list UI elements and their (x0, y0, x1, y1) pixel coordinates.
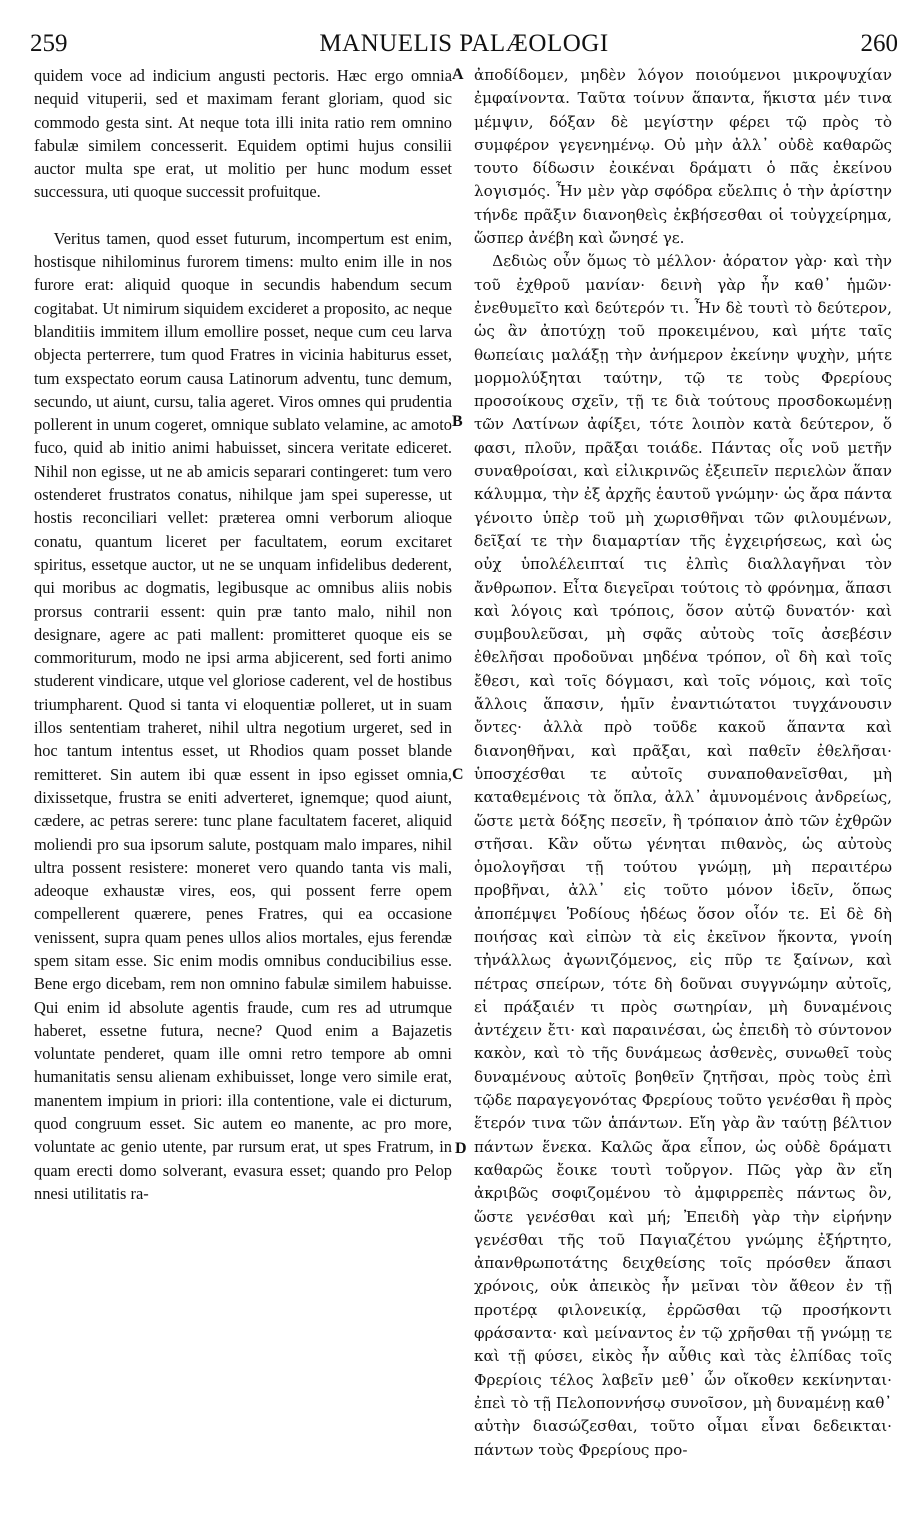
greek-paragraph-2: Δεδιὼς οὖν ὅμως τὸ μέλλον· ἀόρατον γὰρ· καὶ τὴν τοῦ ἐχθροῦ μανίαν· δεινὴ γὰρ ἦν καθ᾽ ἡμῶν· ἐνεθυμεῖτο καὶ δεύτερόν τι. Ἦν δὲ τουτὶ τὸ δεύτερον, ὡς ἂν ἀποτύχῃ τοῦ προκειμένου, καὶ μήτε ταῖς θωπείαις μαλάξῃ τὴν ἀνήμερον ἐκείνην ψυχὴν, μήτε μορμολύξηται ταύτην, τῷ τε τοὺς Φρερίους προσοίκους σχεῖν, τῇ τε διὰ τούτους προσδοκωμένῃ τῶν Λατίνων ἀφίξει, τότε λοιπὸν κατὰ δεύτερον, ὅ φασι, πλοῦν, πρᾶξαι τοιάδε. Πάντας οἷς νοῦ μετῆν συναθροίσαι, καὶ εἰλικρινῶς ἐξειπεῖν περιελὼν ἅπαν κάλυμμα, τὴν ἐξ ἀρχῆς ἑαυτοῦ γνώμην· ὡς ἄρα πάντα γένοιτο ὑπὲρ τοῦ μὴ χωρισθῆναι τῶν φιλουμένων, δεῖξαί τε τὴν διαμαρτίαν τῆς ἐγχειρήσεως, καὶ ὡς οὐχ ὑπολέλειπταί τις ἐλπὶς διαλλαγῆναι τὸν ἄνθρωπον. Εἶτα διεγεῖραι τούτοις τὸ φρόνημα, ἅπασι καὶ λόγοις καὶ τρόποις, ὅσον αὐτῷ δυνατόν· καὶ συμβουλεῦσαι, μὴ σφᾶς αὐτοὺς τοῖς ἀσεβέσιν ἐθελῆσαι προδοῦναι μηδένα τρόπον, οἳ δὴ καὶ τοῖς ἔθεσι, καὶ τοῖς δόγμασι, καὶ τοῖς νόμοις, καὶ τοῖς ἄλλοις ἅπασιν, ἡμῖν ἐναντιώτατοι τυγχάνουσιν ὄντες· ἀλλὰ πρὸ τοῦδε κακοῦ ἅπαντα καὶ διανοηθῆναι, καὶ πρᾶξαι, καὶ παθεῖν ἐθελῆσαι· ὑποσχέσθαι τε αὐτοῖς συναποθανεῖσθαι, μὴ καταθεμένοις τὰ ὅπλα, ἀλλ᾽ ἀμυνομένοις ἀνδρείως, ὥστε μετὰ δόξης πεσεῖν, ἢ τρόπαιον ἀπὸ τῶν ἐχθρῶν στῆσαι. Κἂν οὕτω γένηται πιθανὸς, ὡς αὐτοὺς ὁμολογῆσαι τῇ τούτου γνώμῃ, μὴ περαιτέρω προβῆναι, ἀλλ᾽ εἰς τοῦτο μόνον ἰδεῖν, ὅπως ἀποπέμψει Ῥοδίους ἡδέως ὅσον οἷόν τε. Εἰ δὲ δὴ ποιήσας καὶ εἰπὼν τὰ εἰς ἐκεῖνον ἥκοντα, γνοίη τἠνάλλως ἀγωνιζόμενος, εἰς πῦρ τε ξαίνων, καὶ πέτρας σπείρων, τότε δὴ δοῦναι συγγνώμην αὐτοῖς, εἰ πράξαιέν τι πρὸς σωτηρίαν, μὴ δυναμένοις ἀντέχειν ἔτι· καὶ παραινέσαι, ὡς ἐπειδὴ τὸ σύντονον κακὸν, καὶ τὸ τῆς δυνάμεως ἀσθενὲς, συνωθεῖ τοὺς δυναμένους αὐτοῖς βοηθεῖν ζητῆσαι, πρὸς τοὺς ἐπὶ τῷδε παραγεγονότας Φρερίους τοῦτο γενέσθαι ἢ πρὸς ἕτερόν τινα τῶν ἁπάντων. Εἴη γὰρ ἂν ταύτῃ βέλτιον πάντων ἕνεκα. Καλῶς ἄρα εἶπον, ὡς οὐδὲ δράματι καθαρῶς ἔοικε τουτὶ τοὔργον. Πῶς γὰρ ἂν εἴη ἀκριβῶς σοφιζομένου τὸ ἀμφιρρεπὲς πάντως ὂν, ὥστε γενέσθαι καὶ μή; Ἐπειδὴ γὰρ τὴν εἰρήνην γενέσθαι τῆς τοῦ Παγιαζέτου γνώμης ἐξήρτητο, ἀπανθρωποτάτης δειχθείσης τοῖς πρόσθεν ἅπασι χρόνοις, οὐκ ἀπεικὸς ἦν μεῖναι τὸν ἄθεον ἐν τῇ προτέρᾳ φιλονεικίᾳ, ἐρρῶσθαι τῷ προσήκοντι φράσαντα· καὶ μείναντος ἐν τῷ χρῆσθαι τῇ γνώμῃ τε καὶ τῇ φύσει, εἰκὸς ἦν αὖθις καὶ τὰς ἐλπίδας τοῖς Φρερίοις τέλος λαβεῖν μεθ᾽ ὧν οἴκοθεν κεκίνηνται· ἐπεὶ τὸ τῇ Πελοποννήσῳ συνοῖσον, μὴ δυναμένῃ καθ᾽ αὑτὴν διασώζεσθαι, τοῦτο οἶμαι εἶναι δεδεικται· πάντων τοὺς Φρερίους προ- (474, 252, 892, 1459)
margin-marker-a: A (452, 66, 464, 83)
greek-paragraph-1: ἀποδίδομεν, μηδὲν λόγον ποιούμενοι μικροψυχίαν ἐμφαίνοντα. Ταῦτα τοίνυν ἅπαντα, ἥκιστα μέν τινα μέμψιν, δόξαν δὲ μεγίστην φέρει τῷ πρὸς τὸ συμφέρον γεγενημένῳ. Οὐ μὴν ἀλλ᾽ οὐδὲ καθαρῶς τουτο δίδωσιν ἐοικέναι δράματι ὁ πᾶς ἐκείνου λογισμός. Ἦν μὲν γὰρ σφόδρα εὔελπις ὁ τὴν ἀρίστην τήνδε πρᾶξιν διανοηθεὶς ἐκβήσεσθαι οἱ τοὐγχείρημα, ὥσπερ ἀνέβη καὶ ὤνησέ γε. (474, 66, 892, 248)
margin-marker-c: C (452, 766, 464, 783)
page-number-left: 259 (30, 30, 68, 57)
latin-column (34, 64, 452, 1205)
margin-marker-d: D (455, 1140, 467, 1157)
running-header (30, 30, 898, 60)
latin-paragraph-1: quidem voce ad indicium angusti pectoris. Hæc ergo omnia nequid vituperii, sed et maximam ferant gloriam, quod sic commodo gesta sint. At neque tota illi inita ratio rem omnino fabulæ similem concesserit. Equidem optimi hujus consilii auctor multa spe erat, ut molitio per hunc modum esset successura, uti quoque successit profuitque. (34, 66, 452, 202)
greek-column (474, 64, 892, 1462)
margin-marker-b: B (452, 413, 463, 430)
latin-paragraph-2: Veritus tamen, quod esset futurum, incompertum est enim, hostisque nihilominus furorem timens: multo enim ille in nos furore erat: aliquid quoque in secundis habendum secum cogitabat. Ut nimirum siquidem excideret a proposito, ac neque blanditiis immitem illum emollire posset, neque cum ceu larva objecta perterrere, tum quod Fratres in vicinia habiturus esset, tum exspectato eorum causa Latinorum adventu, tunc demum, secundo, ut aiunt, cursu, talia ageret. Viros omnes qui prudentia pollerent in unum cogeret, omnique sublato velamine, ac amoto fuco, quid ab initio animi habuisset, sincera veritate ediceret. Nihil non egisse, ut ne ab amicis separari contingeret: tum vero ostenderet frustratos conatus, nihilque jam spei superesse, ut hostis reconciliari vellet: præterea omni verborum alioque conatu, quantum liceret per facultatem, eorum excitaret spiritus, essetque auctor, ut ne se unquam infidelibus dederent, qui moribus ac dogmatis, legibusque ac omnibus aliis nobis prorsus contrarii essent: quin præ tanto malo, nihil non designare, agere ac pati mallent: promitteret quoque eis se commoriturum, modo ne ipsi arma abjicerent, sed forti animo studerent vindicare, utque vel gloriose caderent, vel de hostibus triumpharent. Quod si tanta vi eloquentiæ polleret, ut in suam illos sententiam traheret, nihil ultra negotium urgeret, sed in hoc tantum intentus esset, ut Rhodios quam posset blande remitteret. Sin autem ibi quæ essent in ipso egisset omnia, dixissetque, frustra se eniti adverteret, ignemque; quod aiunt, cædere, ac petras serere: tunc plane facultatem faceret, aliquid moliendi pro sua ipsorum salute, postquam malo impares, nihil ultra possent resistere: moneret vero quando tanta vis mali, adeoque exhaustæ vires, eos, qui possent ferre opem compellerent quærere, penes Fratres, qui ea occasione venissent, supra quam penes ullos alios mortales, ejus ferendæ spem sitam esse. Sic enim modis omnibus conducibilius esse. Bene ergo dicebam, rem non omnino fabulæ similem habuisse. Qui enim id absolute agentis fraude, cum res ad utrumque haberet, essetne futura, necne? Quod enim a Bajazetis voluntate penderet, quam ille omni retro tempore ab omni humanitatis sensu alienam exhibuisset, longe vero simile erat, manentem impium in priori: illa contentione, vale ei dicturum, quod congruum esset. Sic autem eo manente, ac pro more, voluntate ac genio utente, par rursum erat, ut spes Fratrum, in quam erecti domo solverant, evasura esset; quando pro Pelop nnesi utilitatis ra- (34, 228, 452, 1203)
page-number-right: 260 (860, 30, 898, 57)
running-title: MANUELIS PALÆOLOGI (319, 30, 609, 57)
